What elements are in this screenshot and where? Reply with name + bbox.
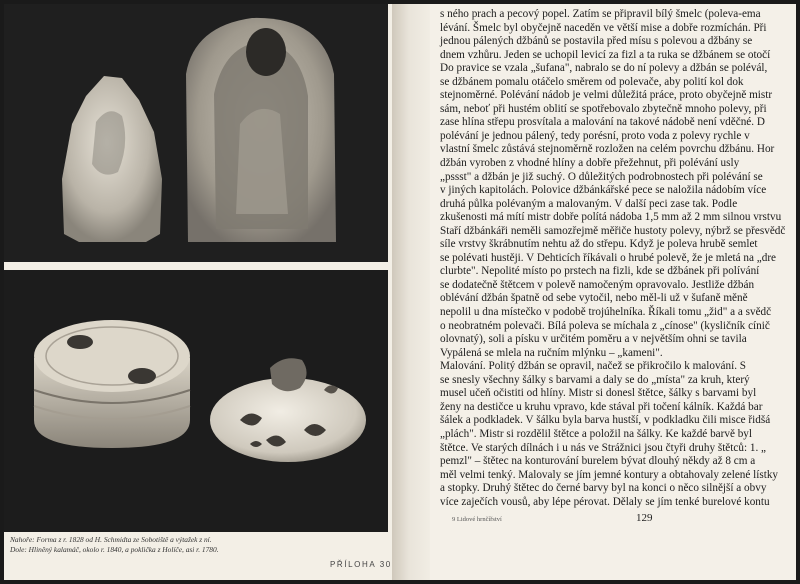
text-line: clurbte". Nepolité místo po prstech na fizli, kde se džbánek při polívání <box>440 265 760 278</box>
footnote: 9 Lidové hrnčířství <box>452 516 502 523</box>
text-line: dnem vzhůru. Jeden se uchopil levicí za fizl a ta ruka se džbánem se otočí <box>440 48 771 61</box>
inkwell <box>34 320 190 448</box>
text-line: Malování. Politý džbán se opravil, načež se přikročilo k malování. S <box>440 360 747 373</box>
text-line: šálek a podkladek. V šálku byla barva hustší, v podkladku čili misce řidšá <box>440 414 771 427</box>
right-page <box>430 4 796 580</box>
text-line: o neobratném polevači. Bílá poleva se míchala z „cínose" (kysličník cínič <box>440 319 770 332</box>
lid <box>210 358 366 462</box>
text-line: více zaječích vousů, aby lépe pérovat. Dělaly se jím tenké burelové kontu <box>440 495 770 508</box>
book-spine <box>392 4 430 580</box>
text-line: „plách". Mistr si rozdělil štětce a položil na šálky. Ke každé barvě byl <box>440 427 753 440</box>
text-line: džbán vyroben z vhodné hlíny a dobře přežehnut, při polévání usly <box>440 157 740 170</box>
text-line: lévání. Šmelc byl obyčejně naceděn ve větší mise a dobře rozmíchán. Při <box>440 21 767 34</box>
text-line: se dodatečně štětcem v polevě namočeným opravovalo. Jestliže džbán <box>440 278 755 291</box>
text-line: a stopky. Druhý štětec do černé barvy byl na konci o něco silnější a obvy <box>440 482 767 495</box>
text-line: „pssst" a džbán je již suchý. O důležitých podrobnostech při polévání se <box>440 170 763 183</box>
text-line: zkušenosti má mítí mistr dobře polítá nádoba 1,5 mm až 2 mm silnou vrstvu <box>440 211 782 224</box>
text-line: Staří džbánkáři neměli samozřejmě měřiče hustoty polevy, nýbrž se přesvědč <box>440 224 786 237</box>
text-line: síle vrstvy škrábnutím nehtu až do střepu. Když je poleva hrubě semlet <box>440 238 758 251</box>
text-line: musel učeň očistiti od hlíny. Mistr si donesl štětce, šálky s barvami byl <box>440 387 757 400</box>
text-line: se snesly všechny šálky s barvami a daly se do „místa" za kruh, který <box>440 373 750 386</box>
text-line: v jiných kapitolách. Polovice džbánkářské pece se naložila nádobím více <box>440 184 767 197</box>
photo-inkwell-lid <box>4 270 388 532</box>
text-line: sám, neboť při hustém oblití se spotřebovalo zbytečně mnoho polevy, při <box>440 102 767 115</box>
text-line: Vypálená se mlela na ručním mlýnku – „kameni". <box>440 346 663 359</box>
text-line: štětce. Ve starých dílnách i u nás ve Strážnici jsou čtyři druhy štětců: 1. „ <box>440 441 767 454</box>
text-line: se džbánem pomalu otáčelo směrem od polevače, aby polití kol dok <box>440 75 744 88</box>
text-line: zase hlína střepu prosvítala a malování na takové nádobě není vděčné. D <box>440 116 765 129</box>
text-line: vlastní šmelc zůstává stejnoměrně rozložen na celém povrchu džbánu. Hor <box>440 143 775 156</box>
text-line: se polévati hustěji. V Dehticích říkávali o hrubé polevě, že je mletá na „dre <box>440 251 777 264</box>
text-line: pemzl" – štětec na konturování burelem bývat dlouhý někdy až 8 cm a <box>440 455 756 468</box>
text-line: stejnoměrné. Polévání nádob je velmi důležitá práce, proto obyčejně mistr <box>440 89 773 102</box>
caption-line: Nahoře: Forma z r. 1828 od H. Schmidta ze Sobotiště a výtažek z ní. <box>10 535 212 544</box>
photo-mould-figurine <box>4 4 388 262</box>
text-line: nepolil u dna místečko v podobě trojúhelníka. Říkali tomu „žid" a a svědč <box>440 306 772 319</box>
page-number: 129 <box>636 512 653 524</box>
photo-caption <box>10 535 240 554</box>
text-line: oblévání džbán špatně od sebe vytočil, nebo měl-li už v šufaně měně <box>440 292 748 305</box>
text-line: měl velmi tenký. Malovaly se jím jemné kontury a obtahovaly zelené lístky <box>440 468 779 481</box>
text-line: Do pravice se vzala „šufana", nabralo se do ní polevy a džbán se polévál, <box>440 62 768 75</box>
plate-label: PŘÍLOHA 30 <box>330 560 392 569</box>
text-line: ženy na destičce u kruhu vpravo, kde stával při točení kálník. Každá bar <box>440 400 763 413</box>
text-line: olovnatý), soli a písku v určitém poměru a v největším ohni se tavila <box>440 333 747 346</box>
text-line: druhá půlka polévaným a malovaným. V další peci zase tak. Podle <box>440 197 738 210</box>
body-text <box>440 8 796 509</box>
left-page <box>4 4 396 580</box>
caption-line: Dole: Hliněný kalamáč, okolo r. 1840, a poklička z Holíče, asi r. 1780. <box>10 544 219 554</box>
text-line: polévání je jednou pálený, tedy porésní, proto voda z polevy rychle v <box>440 129 750 142</box>
text-line: jednou pálených džbánů se postavila před mísu s polevou a džbány se <box>440 35 753 48</box>
text-line: s ného prach a pecový popel. Zatím se připravil bílý šmelc (poleva-ema <box>440 8 761 20</box>
